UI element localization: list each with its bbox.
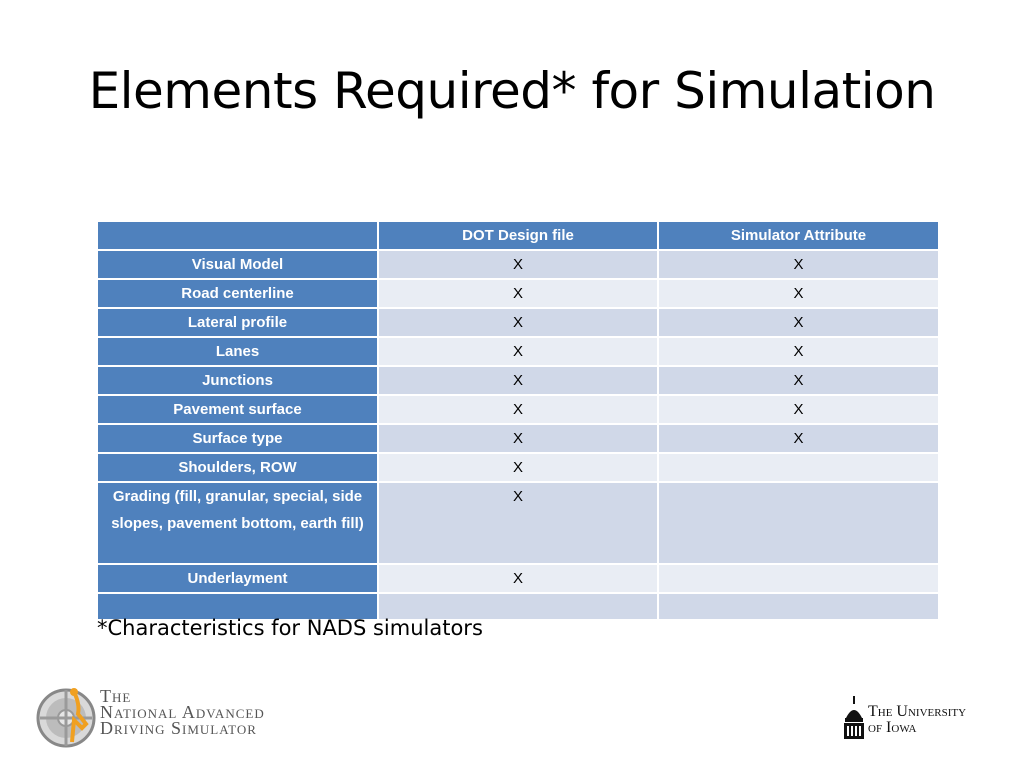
dot-cell: X — [379, 309, 657, 336]
sim-cell: X — [659, 338, 938, 365]
header-simulator-attribute: Simulator Attribute — [659, 222, 938, 249]
dot-cell: X — [379, 251, 657, 278]
dot-cell: X — [379, 425, 657, 452]
table-row — [98, 251, 938, 278]
sim-cell: X — [659, 251, 938, 278]
footnote: *Characteristics for NADS simulators — [97, 616, 483, 640]
table-row — [98, 367, 938, 394]
row-label: Pavement surface — [98, 396, 377, 423]
dot-cell: X — [379, 280, 657, 307]
nads-wordmark — [100, 688, 265, 736]
dot-cell: X — [379, 565, 657, 592]
dot-cell: X — [379, 454, 657, 481]
sim-cell — [659, 594, 938, 619]
capitol-dome-icon — [842, 696, 866, 742]
sim-cell: X — [659, 280, 938, 307]
uiowa-wordmark — [868, 704, 966, 736]
nads-line-1: The — [100, 686, 132, 706]
uiowa-line-2: of Iowa — [868, 719, 917, 736]
table-row — [98, 338, 938, 365]
table-row — [98, 454, 938, 481]
sim-cell — [659, 483, 938, 563]
uiowa-line-1: The University — [868, 703, 967, 720]
row-label: Surface type — [98, 425, 377, 452]
sim-cell — [659, 565, 938, 592]
table-row — [98, 396, 938, 423]
table-row — [98, 483, 938, 563]
sim-cell: X — [659, 309, 938, 336]
dot-cell: X — [379, 483, 657, 563]
row-label: Visual Model — [98, 251, 377, 278]
nads-line-2: National Advanced — [100, 702, 265, 722]
row-label: Underlayment — [98, 565, 377, 592]
sim-cell — [659, 454, 938, 481]
uiowa-logo — [842, 696, 992, 742]
dot-cell: X — [379, 396, 657, 423]
table-header-row — [98, 222, 938, 249]
table-row — [98, 280, 938, 307]
row-label: Junctions — [98, 367, 377, 394]
requirements-table — [96, 220, 940, 621]
table-row — [98, 425, 938, 452]
nads-line-3: Driving Simulator — [100, 718, 257, 738]
nads-logo — [34, 684, 314, 750]
dot-cell: X — [379, 367, 657, 394]
sim-cell: X — [659, 396, 938, 423]
row-label: Lateral profile — [98, 309, 377, 336]
row-label: Road centerline — [98, 280, 377, 307]
sim-cell: X — [659, 367, 938, 394]
table-row — [98, 309, 938, 336]
nads-wheel-icon — [34, 684, 100, 750]
table-row — [98, 565, 938, 592]
slide-title: Elements Required* for Simulation — [88, 62, 936, 120]
row-label: Grading (fill, granular, special, side slopes, pavement bottom, earth fill) — [98, 483, 377, 563]
sim-cell: X — [659, 425, 938, 452]
row-label: Lanes — [98, 338, 377, 365]
header-blank — [98, 222, 377, 249]
dot-cell: X — [379, 338, 657, 365]
row-label: Shoulders, ROW — [98, 454, 377, 481]
header-dot-design-file: DOT Design file — [379, 222, 657, 249]
